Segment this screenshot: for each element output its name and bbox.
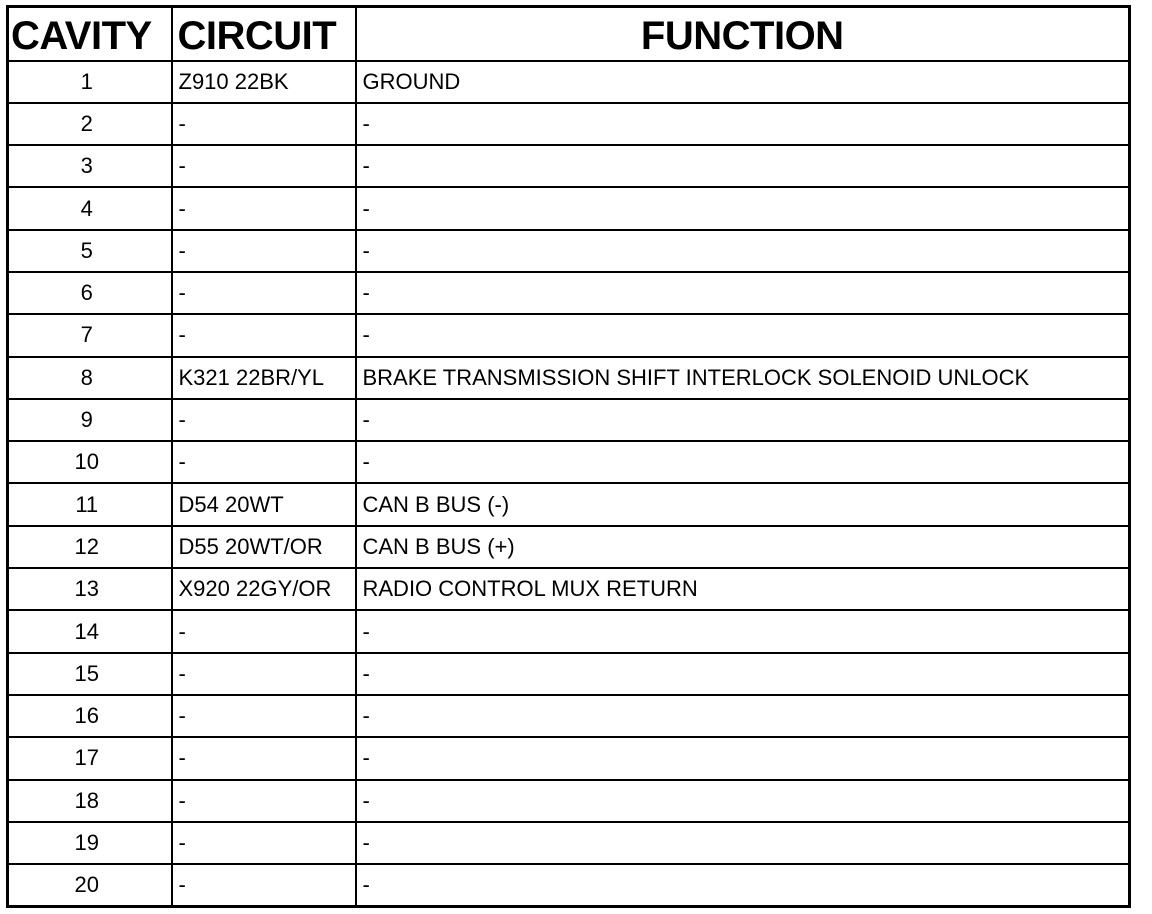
cavity-cell: 7 xyxy=(8,314,172,356)
table-row xyxy=(8,357,1130,399)
table-row xyxy=(8,399,1130,441)
cavity-cell: 8 xyxy=(8,357,172,399)
cavity-column-header: CAVITY xyxy=(8,7,172,61)
table-row xyxy=(8,822,1130,864)
circuit-cell: - xyxy=(172,737,356,779)
table-row xyxy=(8,314,1130,356)
function-cell: - xyxy=(356,653,1130,695)
table-row xyxy=(8,864,1130,906)
header-row xyxy=(8,7,1130,61)
circuit-cell: - xyxy=(172,780,356,822)
circuit-cell: K321 22BR/YL xyxy=(172,357,356,399)
table-row xyxy=(8,653,1130,695)
table-row xyxy=(8,61,1130,103)
function-cell: - xyxy=(356,314,1130,356)
function-cell: - xyxy=(356,230,1130,272)
circuit-cell: - xyxy=(172,187,356,229)
function-cell: - xyxy=(356,441,1130,483)
table-row xyxy=(8,737,1130,779)
circuit-cell: - xyxy=(172,822,356,864)
table-row xyxy=(8,145,1130,187)
function-cell: - xyxy=(356,610,1130,652)
circuit-cell: - xyxy=(172,441,356,483)
function-cell: BRAKE TRANSMISSION SHIFT INTERLOCK SOLENOID UNLOCK xyxy=(356,357,1130,399)
table-body xyxy=(8,61,1130,907)
table-header xyxy=(8,7,1130,61)
function-column-header: FUNCTION xyxy=(356,7,1130,61)
table-row xyxy=(8,187,1130,229)
table-row xyxy=(8,103,1130,145)
circuit-cell: Z910 22BK xyxy=(172,61,356,103)
circuit-cell: - xyxy=(172,145,356,187)
circuit-cell: - xyxy=(172,230,356,272)
cavity-cell: 11 xyxy=(8,483,172,525)
cavity-cell: 5 xyxy=(8,230,172,272)
cavity-cell: 16 xyxy=(8,695,172,737)
cavity-cell: 6 xyxy=(8,272,172,314)
circuit-cell: - xyxy=(172,653,356,695)
function-cell: - xyxy=(356,272,1130,314)
cavity-cell: 4 xyxy=(8,187,172,229)
function-cell: CAN B BUS (-) xyxy=(356,483,1130,525)
function-cell: GROUND xyxy=(356,61,1130,103)
circuit-cell: D55 20WT/OR xyxy=(172,526,356,568)
table-row xyxy=(8,272,1130,314)
function-cell: - xyxy=(356,780,1130,822)
circuit-cell: - xyxy=(172,272,356,314)
cavity-cell: 9 xyxy=(8,399,172,441)
circuit-cell: - xyxy=(172,314,356,356)
function-cell: - xyxy=(356,145,1130,187)
function-cell: - xyxy=(356,822,1130,864)
circuit-cell: - xyxy=(172,695,356,737)
table-row xyxy=(8,441,1130,483)
circuit-cell: - xyxy=(172,399,356,441)
function-cell: - xyxy=(356,864,1130,906)
function-cell: - xyxy=(356,399,1130,441)
cavity-cell: 19 xyxy=(8,822,172,864)
circuit-cell: - xyxy=(172,103,356,145)
cavity-cell: 12 xyxy=(8,526,172,568)
function-cell: - xyxy=(356,695,1130,737)
cavity-cell: 14 xyxy=(8,610,172,652)
connector-pinout-table xyxy=(6,5,1131,908)
circuit-cell: X920 22GY/OR xyxy=(172,568,356,610)
cavity-cell: 1 xyxy=(8,61,172,103)
table-row xyxy=(8,526,1130,568)
function-cell: CAN B BUS (+) xyxy=(356,526,1130,568)
table-row xyxy=(8,483,1130,525)
cavity-cell: 2 xyxy=(8,103,172,145)
function-cell: RADIO CONTROL MUX RETURN xyxy=(356,568,1130,610)
table-row xyxy=(8,695,1130,737)
table-row xyxy=(8,568,1130,610)
table-row xyxy=(8,780,1130,822)
function-cell: - xyxy=(356,737,1130,779)
circuit-cell: D54 20WT xyxy=(172,483,356,525)
circuit-column-header: CIRCUIT xyxy=(172,7,356,61)
cavity-cell: 20 xyxy=(8,864,172,906)
cavity-cell: 17 xyxy=(8,737,172,779)
cavity-cell: 3 xyxy=(8,145,172,187)
cavity-cell: 18 xyxy=(8,780,172,822)
function-cell: - xyxy=(356,187,1130,229)
cavity-cell: 13 xyxy=(8,568,172,610)
table-row xyxy=(8,610,1130,652)
circuit-cell: - xyxy=(172,864,356,906)
circuit-cell: - xyxy=(172,610,356,652)
cavity-cell: 15 xyxy=(8,653,172,695)
table-row xyxy=(8,230,1130,272)
cavity-cell: 10 xyxy=(8,441,172,483)
function-cell: - xyxy=(356,103,1130,145)
